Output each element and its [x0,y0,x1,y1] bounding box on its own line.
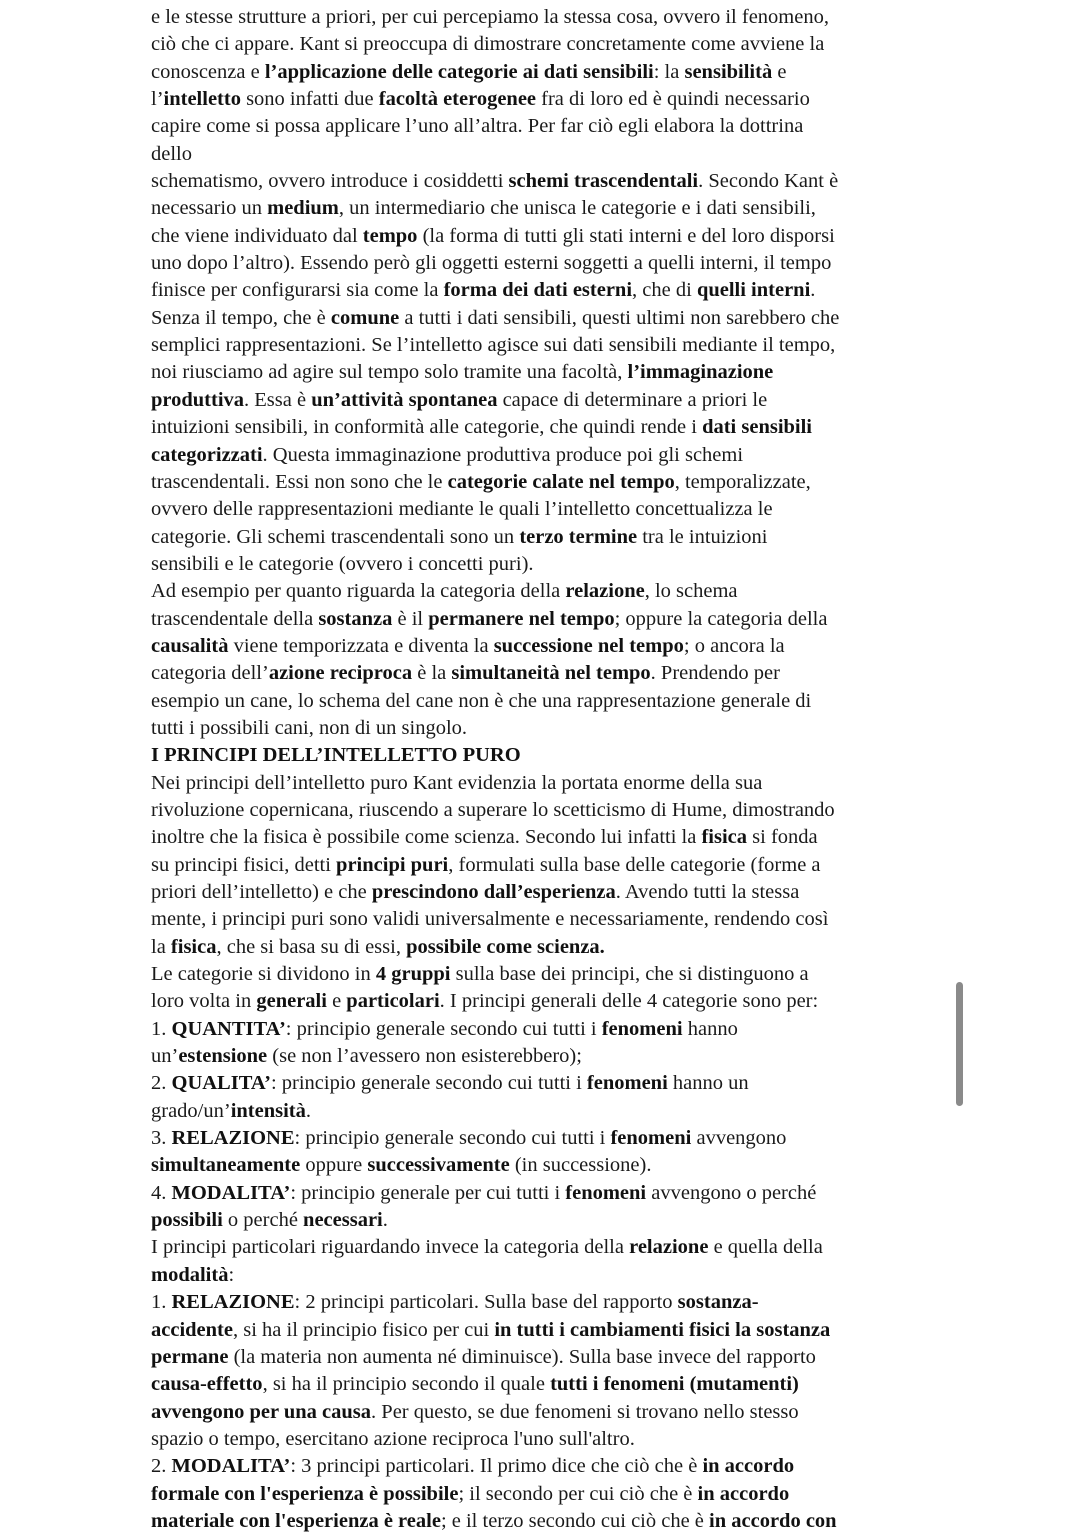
bold-term: possibile come scienza. [406,935,605,958]
text-line [151,1180,951,1207]
text-line [151,988,951,1015]
text-line [151,688,951,715]
text-run: tra le intuizioni [637,525,768,548]
text-run: trascendentali. Essi non sono che le [151,470,448,493]
text-run: capire come si possa applicare l’uno all’altra. Per far ciò egli elabora la dottrina [151,115,804,138]
text-line [151,1098,951,1125]
text-run: : [228,1263,235,1286]
text-run: viene temporizzata e diventa la [228,634,494,657]
text-line [151,387,951,414]
bold-term: successione nel tempo [493,634,684,657]
text-line [151,1125,951,1152]
text-line [151,1399,951,1426]
text-line [151,1371,951,1398]
text-run: è il [392,607,429,630]
bold-term: comune [330,306,400,329]
text-run: trascendentale della [151,607,319,630]
text-run: mente, i principi puri sono validi universalmente e necessariamente, rendendo così [151,908,829,931]
text-run: inoltre che la fisica è possibile come scienza. Secondo lui infatti la [151,826,702,849]
text-run: sensibili e le categorie (ovvero i concetti puri). [151,552,534,575]
text-run: , che di [632,279,697,302]
text-run: categorie. Gli schemi trascendentali sono un [151,525,520,548]
text-run: : la [653,60,685,83]
text-run: (in successione). [509,1154,652,1177]
text-run: che viene individuato dal [151,224,363,247]
text-line [151,86,951,113]
text-line [151,332,951,359]
bold-term: in accordo [697,1482,790,1505]
text-run: fra di loro ed è quindi necessario [536,88,810,111]
text-run: semplici rappresentazioni. Se l’intelletto agisce sui dati sensibili mediante il tempo, [151,334,836,357]
bold-term: intensità [230,1099,306,1122]
bold-term: categorie calate nel tempo [447,470,675,493]
bold-term: intelletto [163,88,241,111]
bold-term: sostanza- [677,1291,759,1314]
bold-term: categorizzati [151,443,263,466]
bold-term: MODALITA’ [171,1181,291,1204]
text-line [151,1344,951,1371]
text-line [151,906,951,933]
bold-term: azione reciproca [268,662,413,685]
text-line [151,1262,951,1289]
text-run: , si ha il principio secondo il quale [262,1373,551,1396]
text-run: 2. [151,1455,172,1478]
text-run: (la materia non aumenta né diminuisce). Sulla base invece del rapporto [228,1345,816,1368]
text-run: : principio generale secondo cui tutti i [285,1017,602,1040]
text-line [151,277,951,304]
text-line [151,195,951,222]
text-run: conoscenza e [151,60,265,83]
text-run: sono infatti due [240,88,379,111]
text-run: è la [412,662,452,685]
text-run: grado/un’ [151,1099,231,1122]
text-line [151,31,951,58]
text-run: , lo schema [644,580,738,603]
bold-term: tempo [362,224,418,247]
text-line [151,852,951,879]
bold-term: in accordo con [709,1509,837,1532]
text-run: (se non l’avessero non esisterebbero); [267,1045,582,1068]
bold-term: accidente [151,1318,233,1341]
bold-term: sostanza [318,607,393,630]
text-line [151,223,951,250]
text-line [151,442,951,469]
text-line [151,633,951,660]
bold-term: fenomeni [610,1127,692,1150]
text-run: ; oppure la categoria della [614,607,828,630]
text-run: sulla base dei principi, che si distinguono a [450,963,809,986]
text-line [151,305,951,332]
text-run: : principio generale per cui tutti i [290,1181,566,1204]
text-line [151,250,951,277]
text-line [151,4,951,31]
bold-term: RELAZIONE [171,1291,295,1314]
text-run: l’ [151,88,164,111]
text-line [151,742,951,769]
bold-term: MODALITA’ [171,1455,291,1478]
bold-term: fisica [170,935,217,958]
document-page [151,4,951,1535]
text-run: intuizioni sensibili, in conformità alle categorie, che quindi rende i [151,416,703,439]
text-line [151,359,951,386]
text-run: esempio un cane, lo schema del cane non è che una rappresentazione generale di [151,689,812,712]
text-run: oppure [300,1154,368,1177]
text-run: ; o ancora la [683,634,785,657]
bold-term: particolari [346,990,440,1013]
text-line [151,113,951,140]
text-run: o perché [222,1209,304,1232]
text-run: ; il secondo per cui ciò che è [458,1482,698,1505]
text-line [151,1234,951,1261]
bold-term: causa-effetto [151,1373,263,1396]
text-line [151,660,951,687]
bold-term: terzo termine [519,525,638,548]
text-run: ; e il terzo secondo cui ciò che è [440,1509,710,1532]
text-line [151,824,951,851]
text-run: 3. [151,1127,172,1150]
text-run: I principi particolari riguardando invece la categoria della [151,1236,630,1259]
text-run: priori dell’intelletto) e che [151,881,372,903]
text-line [151,1152,951,1179]
text-run: . Secondo Kant è [698,170,839,193]
text-run: : principio generale secondo cui tutti i [270,1072,587,1095]
text-run: rivoluzione copernicana, riuscendo a superare lo scetticismo di Hume, dimostrando [151,798,835,821]
bold-term: formale con l'esperienza è possibile [151,1482,459,1505]
text-run: Senza il tempo, che è [151,306,331,329]
text-line [151,961,951,988]
text-run: noi riusciamo ad agire sul tempo solo tramite una facoltà, [151,361,628,384]
bold-term: materiale con l'esperienza è reale [151,1509,441,1532]
bold-term: l’applicazione delle categorie ai dati sensibili [264,60,654,83]
text-run: hanno un [667,1072,749,1095]
bold-term: QUALITA’ [171,1072,271,1095]
bold-term: relazione [565,580,645,603]
text-run: . Avendo tutti la stessa [615,881,800,903]
text-line [151,578,951,605]
text-run: Le categorie si dividono in [151,963,376,986]
text-run: , un intermediario che unisca le categorie e i dati sensibili, [338,197,816,220]
bold-term: QUANTITA’ [171,1017,286,1040]
bold-term: forma dei dati esterni [443,279,633,302]
text-run: . Prendendo per [650,662,780,685]
bold-term: RELAZIONE [171,1127,295,1150]
text-run: e quella della [708,1236,823,1259]
bold-term: modalità [151,1263,229,1286]
text-run: e le stesse strutture a priori, per cui percepiamo la stessa cosa, ovvero il fenomeno, [151,6,829,28]
bold-term: estensione [178,1045,268,1068]
text-line [151,1070,951,1097]
text-run: la [151,935,171,958]
text-run: uno dopo l’altro). Essendo però gli oggetti esterni soggetti a quelli interni, il tempo [151,252,832,275]
text-line [151,469,951,496]
text-line [151,1453,951,1480]
bold-term: possibili [151,1209,223,1232]
bold-term: necessari [303,1209,383,1232]
bold-term: prescindono dall’esperienza [371,881,616,903]
text-line [151,606,951,633]
text-line [151,715,951,742]
text-run: ovvero delle rappresentazioni mediante le quali l’intelletto concettualizza le [151,498,773,521]
text-run: necessario un [151,197,268,220]
bold-term: relazione [629,1236,709,1259]
bold-term: schemi trascendentali [508,170,699,193]
text-run: . I principi generali delle 4 categorie sono per: [439,990,819,1013]
bold-term: facoltà eterogenee [378,88,537,111]
text-line [151,141,951,168]
bold-term: permanere nel tempo [428,607,615,630]
text-run: loro volta in [151,990,257,1013]
text-run: Nei principi dell’intelletto puro Kant evidenzia la portata enorme della sua [151,771,763,794]
text-run: Ad esempio per quanto riguarda la categoria della [151,580,566,603]
vertical-scrollbar[interactable] [956,982,963,1106]
bold-term: generali [256,990,327,1013]
bold-term: fenomeni [601,1017,683,1040]
text-run: su principi fisici, detti [151,853,337,876]
text-run: capace di determinare a priori le [497,388,768,411]
text-line [151,1016,951,1043]
text-line [151,1043,951,1070]
text-line [151,524,951,551]
bold-term: l’immaginazione [627,361,774,384]
text-run: . Per questo, se due fenomeni si trovano nello stesso [371,1400,799,1423]
text-line [151,414,951,441]
bold-term: permane [151,1345,229,1368]
text-run: categoria dell’ [151,662,269,685]
text-run: avvengono [691,1127,787,1150]
bold-term: successivamente [367,1154,510,1177]
bold-term: dati sensibili [702,416,812,439]
text-run: , che si basa su di essi, [216,935,407,958]
text-line [151,1317,951,1344]
text-run: : 3 principi particolari. Il primo dice che ciò che è [290,1455,703,1478]
text-line [151,1207,951,1234]
text-run: , si ha il principio fisico per cui [232,1318,495,1341]
text-line [151,551,951,578]
text-line [151,1481,951,1508]
text-run: e [772,60,787,83]
text-run: e [326,990,347,1013]
text-run: spazio o tempo, esercitano azione reciproca l'uno sull'altro. [151,1427,635,1450]
bold-term: fisica [701,826,748,849]
text-line [151,168,951,195]
text-line [151,1289,951,1316]
text-line [151,797,951,824]
bold-term: sensibilità [684,60,773,83]
text-run: . [382,1209,388,1232]
text-run: finisce per configurarsi sia come la [151,279,444,302]
text-run: 4. [151,1181,172,1204]
bold-term: 4 gruppi [375,963,451,986]
bold-term: un’attività spontanea [311,388,498,411]
text-run: un’ [151,1045,179,1068]
text-run: dello [151,142,192,165]
text-run: 2. [151,1072,172,1095]
text-run: schematismo, ovvero introduce i cosiddetti [151,170,509,193]
text-line [151,770,951,797]
text-run: 1. [151,1017,172,1040]
text-run: . [305,1099,312,1122]
bold-term: principi puri [336,853,449,876]
text-line [151,1508,951,1535]
bold-term: simultaneità nel tempo [451,662,651,685]
text-run: hanno [682,1017,738,1040]
text-run: . Questa immaginazione produttiva produce poi gli schemi [262,443,744,466]
text-run: . Essa è [244,388,312,411]
text-line [151,1426,951,1453]
bold-term: in tutti i cambiamenti fisici la sostanza [494,1318,831,1341]
bold-term: avvengono per una causa [151,1400,372,1423]
text-run: , temporalizzate, [674,470,811,493]
bold-term: tutti i fenomeni (mutamenti) [550,1373,799,1396]
bold-term: fenomeni [565,1181,647,1204]
text-run: : 2 principi particolari. Sulla base del rapporto [294,1291,678,1314]
bold-term: medium [267,197,339,220]
text-run: , formulati sulla base delle categorie (forme a [448,853,821,876]
text-run: a tutti i dati sensibili, questi ultimi non sarebbero che [399,306,840,329]
text-line [151,934,951,961]
bold-term: produttiva [151,388,245,411]
bold-term: quelli interni [696,279,811,302]
bold-term: simultaneamente [151,1154,301,1177]
text-run: (la forma di tutti gli stati interni e del loro disporsi [417,224,835,247]
text-run: ciò che ci appare. Kant si preoccupa di dimostrare concretamente come avviene la [151,33,825,56]
text-run: . [810,279,816,302]
text-line [151,496,951,523]
text-run: 1. [151,1291,172,1314]
bold-term: I PRINCIPI DELL’INTELLETTO PURO [151,744,521,767]
text-run: : principio generale secondo cui tutti i [294,1127,611,1150]
text-line [151,59,951,86]
text-run: si fonda [747,826,818,849]
text-run: avvengono o perché [646,1181,817,1204]
text-run: tutti i possibili cani, non di un singolo. [151,716,468,739]
bold-term: fenomeni [586,1072,668,1095]
text-line [151,879,951,906]
bold-term: causalità [151,634,229,657]
bold-term: in accordo [702,1455,795,1478]
